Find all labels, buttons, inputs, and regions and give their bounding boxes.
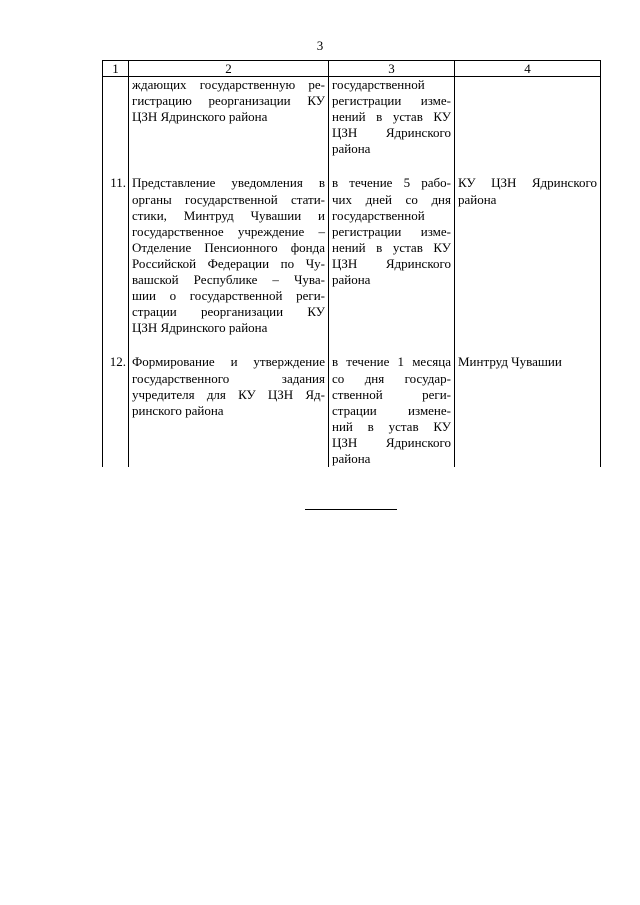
column-header-2: 2	[129, 61, 329, 77]
table-row	[103, 354, 601, 467]
end-separator-line	[305, 509, 397, 510]
table-row	[103, 77, 601, 158]
table-header-row	[103, 61, 601, 77]
spacer-cell	[329, 336, 455, 354]
page-number: 3	[316, 38, 324, 53]
row-number	[103, 77, 129, 158]
spacer-cell	[103, 157, 129, 175]
responsible-cell	[455, 77, 601, 158]
action-cell: Формирование и утверждение государственного задания учредителя для КУ ЦЗН Яд- ринского района	[129, 354, 329, 467]
row-spacer	[103, 157, 601, 175]
table-row	[103, 175, 601, 336]
row-number: 12.	[103, 354, 129, 467]
table-body	[103, 77, 601, 468]
column-header-4: 4	[455, 61, 601, 77]
plan-table	[102, 60, 601, 467]
responsible-cell: КУ ЦЗН Ядринского района	[455, 175, 601, 336]
column-header-3: 3	[329, 61, 455, 77]
deadline-cell: в течение 1 месяца со дня государ- ственной реги- страции измене- ний в устав КУ ЦЗН Ядринского района	[329, 354, 455, 467]
row-spacer	[103, 336, 601, 354]
spacer-cell	[103, 336, 129, 354]
spacer-cell	[455, 336, 601, 354]
deadline-cell: государственной регистрации изме- нений в устав КУ ЦЗН Ядринского района	[329, 77, 455, 158]
action-cell: ждающих государственную ре- гистрацию реорганизации КУ ЦЗН Ядринского района	[129, 77, 329, 158]
spacer-cell	[455, 157, 601, 175]
deadline-cell: в течение 5 рабо- чих дней со дня государственной регистрации изме- нений в устав КУ ЦЗН Ядринского района	[329, 175, 455, 336]
spacer-cell	[329, 157, 455, 175]
spacer-cell	[129, 336, 329, 354]
row-number: 11.	[103, 175, 129, 336]
action-cell: Представление уведомления в органы государственной стати- стики, Минтруд Чувашии и государственное учреждение – Отделение Пенсионного фонда Российской Федерации по Чу- вашской Республике – Чува- шии о государственной реги- страции реорганизации КУ ЦЗН Ядринского района	[129, 175, 329, 336]
responsible-cell: Минтруд Чувашии	[455, 354, 601, 467]
column-header-1: 1	[103, 61, 129, 77]
spacer-cell	[129, 157, 329, 175]
